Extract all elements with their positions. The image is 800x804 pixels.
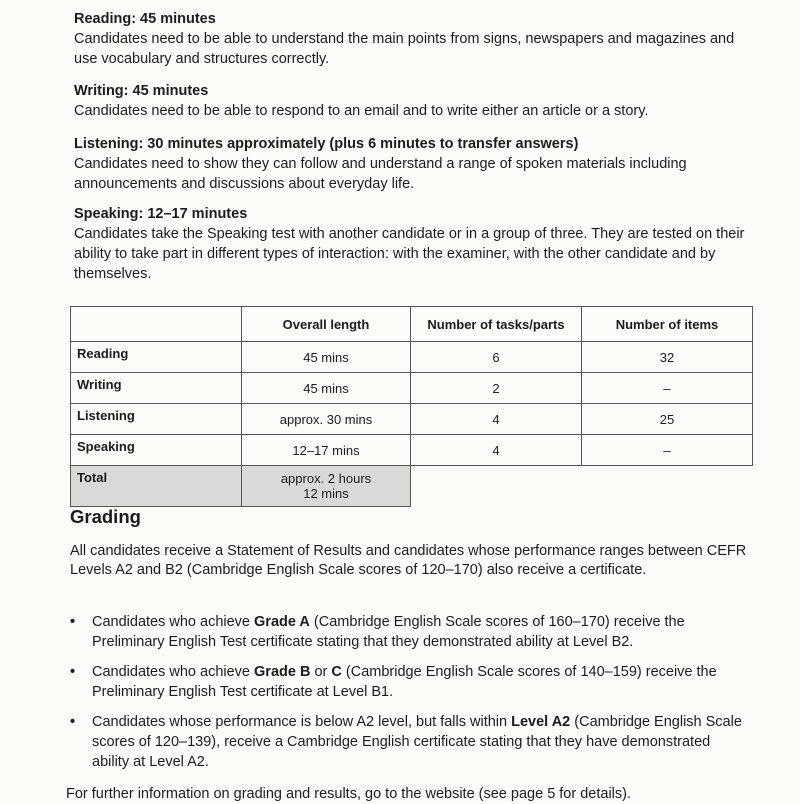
table-header-row [71, 307, 753, 342]
list-item [70, 612, 750, 652]
grading-heading: Grading [70, 506, 141, 527]
table-header-cell: Overall length [242, 307, 411, 342]
empty-cell [582, 466, 753, 507]
section-body: Candidates need to be able to respond to an email and to write either an article or a story. [74, 103, 649, 119]
bullet-icon: • [70, 664, 76, 680]
table-cell: 4 [411, 404, 582, 435]
table-row [71, 404, 753, 435]
table-total-row [71, 466, 753, 507]
grading-footer-text: For further information on grading and results, go to the website (see page 5 for details). [66, 786, 632, 802]
list-item [70, 712, 750, 772]
bullet-text: Candidates who achieve [92, 664, 255, 680]
bullet-text: or [310, 664, 332, 680]
table-row [71, 342, 753, 373]
bullet-bold-text: Grade B [254, 664, 311, 680]
total-length-cell [242, 466, 411, 507]
section-title: Reading: 45 minutes [74, 11, 216, 27]
table-row [71, 435, 753, 466]
total-length-line: 12 mins [303, 486, 349, 501]
section-listening [74, 135, 754, 194]
bullet-text: Candidates who achieve [92, 614, 255, 630]
table-header-cell [71, 307, 242, 342]
bullet-bold-text: C [331, 664, 342, 680]
table-cell: 2 [411, 373, 582, 404]
row-label: Speaking [71, 435, 242, 466]
section-speaking [74, 205, 754, 284]
row-label: Listening [71, 404, 242, 435]
bullet-bold-text: Grade A [254, 614, 310, 630]
bullet-icon: • [70, 614, 76, 630]
total-length-line: approx. 2 hours [280, 471, 372, 486]
bullet-bold-text: Level A2 [511, 714, 571, 730]
table-cell: 45 mins [242, 373, 411, 404]
bullet-text: (Cambridge English Scale scores of 160–170) receive the Preliminary English Test certificate stating that they demonstrated ability at Level B2. [92, 614, 685, 650]
empty-cell [411, 466, 582, 507]
section-body: Candidates need to be able to understand the main points from signs, newspapers and magazines and use vocabulary and structures correctly. [74, 31, 735, 67]
table-cell: 4 [411, 435, 582, 466]
section-body: Candidates need to show they can follow and understand a range of spoken materials including announcements and discussions about everyday life. [74, 156, 687, 192]
table-cell: 32 [582, 342, 753, 373]
list-item [70, 662, 750, 702]
section-title: Writing: 45 minutes [74, 83, 209, 99]
section-title: Listening: 30 minutes approximately (plus 6 minutes to transfer answers) [74, 136, 579, 152]
bullet-icon: • [70, 714, 76, 730]
test-summary-table [70, 306, 753, 507]
grading-intro: All candidates receive a Statement of Results and candidates whose performance ranges between CEFR Levels A2 and B2 (Cambridge English Scale scores of 120–170) also receive a certificate. [70, 543, 747, 578]
table-cell: approx. 30 mins [242, 404, 411, 435]
bullet-text: (Cambridge English Scale scores of 120–139), receive a Cambridge English certificate stating that they have demonstrated ability at Level A2. [92, 714, 742, 770]
grading-bullet-list [70, 612, 750, 782]
row-label: Writing [71, 373, 242, 404]
table-cell: – [582, 373, 753, 404]
table-cell: 45 mins [242, 342, 411, 373]
table-cell: 12–17 mins [242, 435, 411, 466]
table-cell: 6 [411, 342, 582, 373]
bullet-text: (Cambridge English Scale scores of 140–159) receive the Preliminary English Test certificate at Level B1. [92, 664, 717, 700]
table-header-cell: Number of items [582, 307, 753, 342]
bullet-text: Candidates whose performance is below A2 level, but falls within [92, 714, 512, 730]
table-cell: – [582, 435, 753, 466]
section-body: Candidates take the Speaking test with another candidate or in a group of three. They are tested on their ability to take part in different types of interaction: with the examiner, with the other candidate and by themselves. [74, 226, 745, 282]
section-reading [74, 10, 754, 69]
section-title: Speaking: 12–17 minutes [74, 206, 248, 222]
table-header-cell: Number of tasks/parts [411, 307, 582, 342]
table-cell: 25 [582, 404, 753, 435]
table-row [71, 373, 753, 404]
section-writing [74, 82, 754, 121]
row-label: Reading [71, 342, 242, 373]
total-label: Total [71, 466, 242, 507]
